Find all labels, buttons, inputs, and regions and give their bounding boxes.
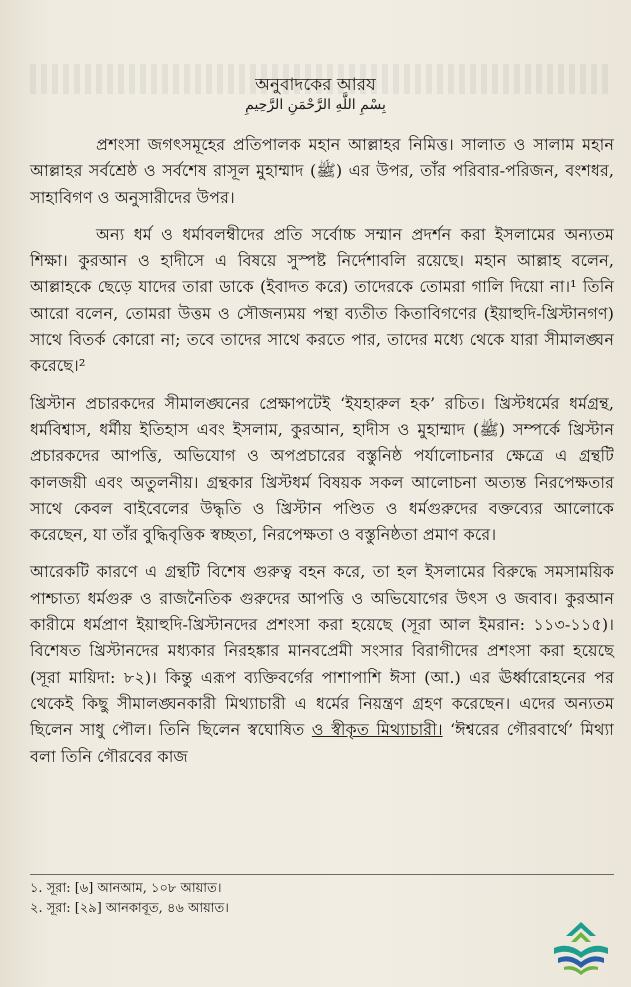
paragraph-1: প্রশংসা জগৎসমূহের প্রতিপালক মহান আল্লাহর নিমিত্ত। সালাত ও সালাম মহান আল্লাহর সর্বশ্রেষ্ঠ ও সর্বশেষ রাসূল মুহাম্মাদ (ﷺ) এর উপর, তাঁর পরিবার-পরিজন, বংশধর, সাহাবিগণ ও অনুসারীদের উপর। [30,135,614,207]
footnote-1: ১. সূরা: [৬] আনআম, ১০৮ আয়াত। [30,881,222,896]
paragraph-2: অন্য ধর্ম ও ধর্মাবলম্বীদের প্রতি সর্বোচ্চ সম্মান প্রদর্শন করা ইসলামের অন্যতম শিক্ষা। কুরআন ও হাদীসে এ বিষয়ে সুস্পষ্ট নির্দেশাবলি রয়েছে। মহান আল্লাহ বলেন, আল্লাহকে ছেড়ে যাদের তারা ডাকে (ইবাদত করে) তাদেরকে তোমরা গালি দিয়ো না।¹ তিনি আরো বলেন, তোমরা উত্তম ও সৌজন্যময় পন্থা ব্যতীত কিতাবিগণের (ইয়াহুদি-খ্রিস্টানগণ) সাথে বিতর্ক কোরো না; তবে তাদের সাথে করতে পার, তাদের মধ্যে থেকে যারা সীমালঙ্ঘন করেছে।² [30,224,614,376]
book-chevron-logo-icon [550,918,612,976]
basmala: بِسْمِ اللَّهِ الرَّحْمَنِ الرَّحِيمِ [245,97,386,113]
underlined-phrase: ও স্বীকৃত মিথ্যাচারী। [311,720,443,740]
footnotes [30,874,614,919]
footnote-2: ২. সূরা: [২৯] আনকাবূত, ৪৬ আয়াত। [30,901,229,916]
paragraph-4 [30,559,614,769]
paragraph-4-tail: ‘ঈশ্বরের গৌরবার্থে’ মিথ্যা বলা তিনি গৌরবের কাজ [30,720,614,766]
paragraph-4-text: আরেকটি কারণে এ গ্রন্থটি বিশেষ গুরুত্ব বহন করে, তা হল ইসলামের বিরুদ্ধে সমসাময়িক পাশ্চাত্য ধর্মগুরু ও রাজনৈতিক গুরুদের আপত্তি ও অভিযোগের উৎস ও জবাব। কুরআন কারীমে ধর্মপ্রাণ ইয়াহুদি-খ্রিস্টানদের প্রশংসা করা হয়েছে (সূরা আল ইমরান: ১১৩-১১৫)। বিশেষত খ্রিস্টানদের মধ্যকার নিরহঙ্কার মানবপ্রেমী সংসার বিরাগীদের প্রশংসা করা হয়েছে (সূরা মায়িদা: ৮২)। কিন্তু এরূপ ব্যক্তিবর্গের পাশাপাশি ঈসা (আ.) এর ঊর্ধ্বারোহনের পর থেকেই কিছু সীমালঙ্ঘনকারী মিথ্যাচারী এ ধর্মের নিয়ন্ত্রণ গ্রহণ করেছেন। এদের অন্যতম ছিলেন সাধু পৌল। তিনি ছিলেন স্বঘোষিত [30,562,614,740]
page-heading: অনুবাদকের আরয [255,75,376,95]
body-text [30,132,614,781]
paragraph-3: খ্রিস্টান প্রচারকদের সীমালঙ্ঘনের প্রেক্ষাপটেই ‘ইযহারুল হক’ রচিত। খ্রিস্টধর্মের ধর্মগ্রন্থ, ধর্মবিশ্বাস, ধর্মীয় ইতিহাস এবং ইসলাম, কুরআন, হাদীস ও মুহাম্মাদ (ﷺ) সম্পর্কে খ্রিস্টান প্রচারকদের আপত্তি, অভিযোগ ও অপপ্রচারের বস্তুনিষ্ঠ পর্যালোচনার ক্ষেত্রে এ গ্রন্থটি কালজয়ী এবং অতুলনীয়। গ্রন্থকার খ্রিস্টধর্ম বিষয়ক সকল আলোচনা অত্যন্ত নিরপেক্ষতার সাথে কেবল বাইবেলের উদ্ধৃতি ও খ্রিস্টান পণ্ডিত ও ধর্মগুরুদের বক্তব্যের আলোকে করেছেন, যা তাঁর বুদ্ধিবৃত্তিক স্বচ্ছতা, নিরপেক্ষতা ও বস্তুনিষ্ঠতা প্রমাণ করে। [30,393,614,545]
